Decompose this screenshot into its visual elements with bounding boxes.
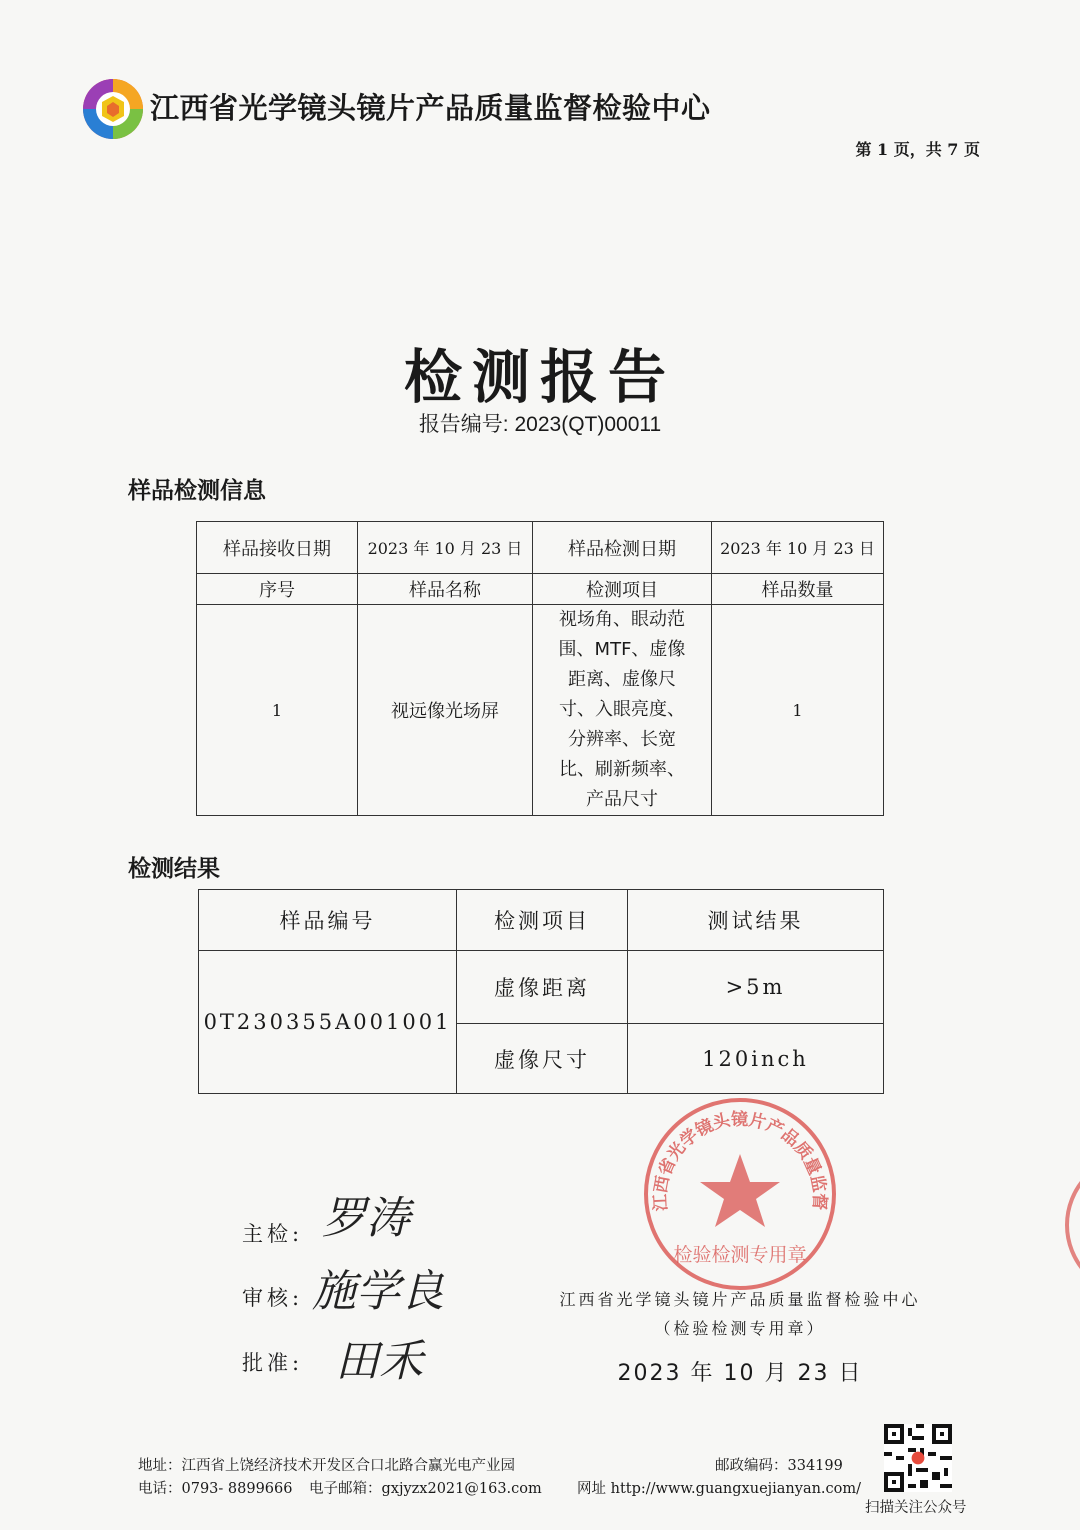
- approver-label: 批准:: [242, 1351, 304, 1375]
- test-items: [533, 605, 712, 816]
- qr-caption: 扫描关注公众号: [865, 1500, 967, 1516]
- test-date-label: 样品检测日期: [533, 522, 712, 574]
- result-value: 120inch: [628, 1024, 884, 1094]
- test-items-line: 分辨率、长宽: [568, 729, 676, 750]
- results-table: [198, 889, 884, 1094]
- inspector-signature: 罗涛: [322, 1193, 410, 1244]
- col-header-index: 序号: [197, 574, 358, 605]
- test-items-line: 距离、虚像尺: [568, 669, 676, 690]
- approver-signature: 田禾: [335, 1336, 423, 1387]
- receive-date-value: 2023 年 10 月 23 日: [358, 522, 533, 574]
- result-value: >5m: [628, 951, 884, 1024]
- sample-name: 视远像光场屏: [358, 605, 533, 816]
- footer-postcode: 邮政编码：334199: [715, 1458, 843, 1474]
- sample-index: 1: [197, 605, 358, 816]
- report-title: 检测报告: [403, 343, 676, 411]
- footer-email: 电子邮箱：gxjyzx2021@163.com: [309, 1481, 542, 1497]
- test-items-line: 视场角、眼动范: [559, 609, 685, 630]
- receive-date-label: 样品接收日期: [197, 522, 358, 574]
- org-logo: [82, 78, 144, 140]
- test-items-line: 比、刷新频率、: [559, 759, 685, 780]
- col-header-quantity: 样品数量: [712, 574, 884, 605]
- results-col-result: 测试结果: [628, 890, 884, 951]
- test-items-line: 产品尺寸: [586, 789, 658, 810]
- report-number: 报告编号: 2023(QT)00011: [418, 413, 662, 436]
- footer-website[interactable]: 网址 http://www.guangxuejianyan.com/: [577, 1481, 862, 1497]
- sample-number: 0T230355A001001: [199, 951, 457, 1094]
- footer-address: 地址：江西省上饶经济技术开发区合口北路合赢光电产业园: [138, 1458, 515, 1474]
- test-date-value: 2023 年 10 月 23 日: [712, 522, 884, 574]
- reviewer-signature: 施学良: [312, 1266, 444, 1317]
- test-items-line: 寸、入眼亮度、: [559, 699, 685, 720]
- results-col-sample-no: 样品编号: [199, 890, 457, 951]
- result-item: 虚像尺寸: [457, 1024, 628, 1094]
- reviewer-label: 审核:: [242, 1286, 304, 1310]
- stamp-caption-org: 江西省光学镜头镜片产品质量监督检验中心: [559, 1290, 921, 1309]
- sample-quantity: 1: [712, 605, 884, 816]
- official-seal: [642, 1096, 838, 1292]
- col-header-name: 样品名称: [358, 574, 533, 605]
- result-item: 虚像距离: [457, 951, 628, 1024]
- org-name: 江西省光学镜头镜片产品质量监督检验中心: [150, 91, 711, 125]
- sample-info-heading: 样品检测信息: [128, 478, 266, 504]
- results-heading: 检测结果: [128, 856, 220, 882]
- sample-info-table: [196, 521, 884, 816]
- footer-phone: 电话：0793- 8899666: [138, 1481, 293, 1497]
- stamp-caption-type: （检验检测专用章）: [654, 1319, 826, 1338]
- inspector-label: 主检:: [242, 1222, 304, 1246]
- col-header-items: 检测项目: [533, 574, 712, 605]
- svg-text:江西省光学镜头镜片产品质量监督检验中心: 江西省光学镜头镜片产品质量监督: [650, 1109, 830, 1212]
- page-indicator: 第 1 页，共 7 页: [855, 140, 980, 159]
- qr-code: [884, 1424, 952, 1492]
- report-date: 2023 年 10 月 23 日: [617, 1361, 863, 1386]
- svg-text:检验检测专用章: 检验检测专用章: [673, 1244, 807, 1266]
- partial-seal: [1062, 1150, 1080, 1300]
- results-col-item: 检测项目: [457, 890, 628, 951]
- test-items-line: 围、MTF、虚像: [558, 639, 686, 660]
